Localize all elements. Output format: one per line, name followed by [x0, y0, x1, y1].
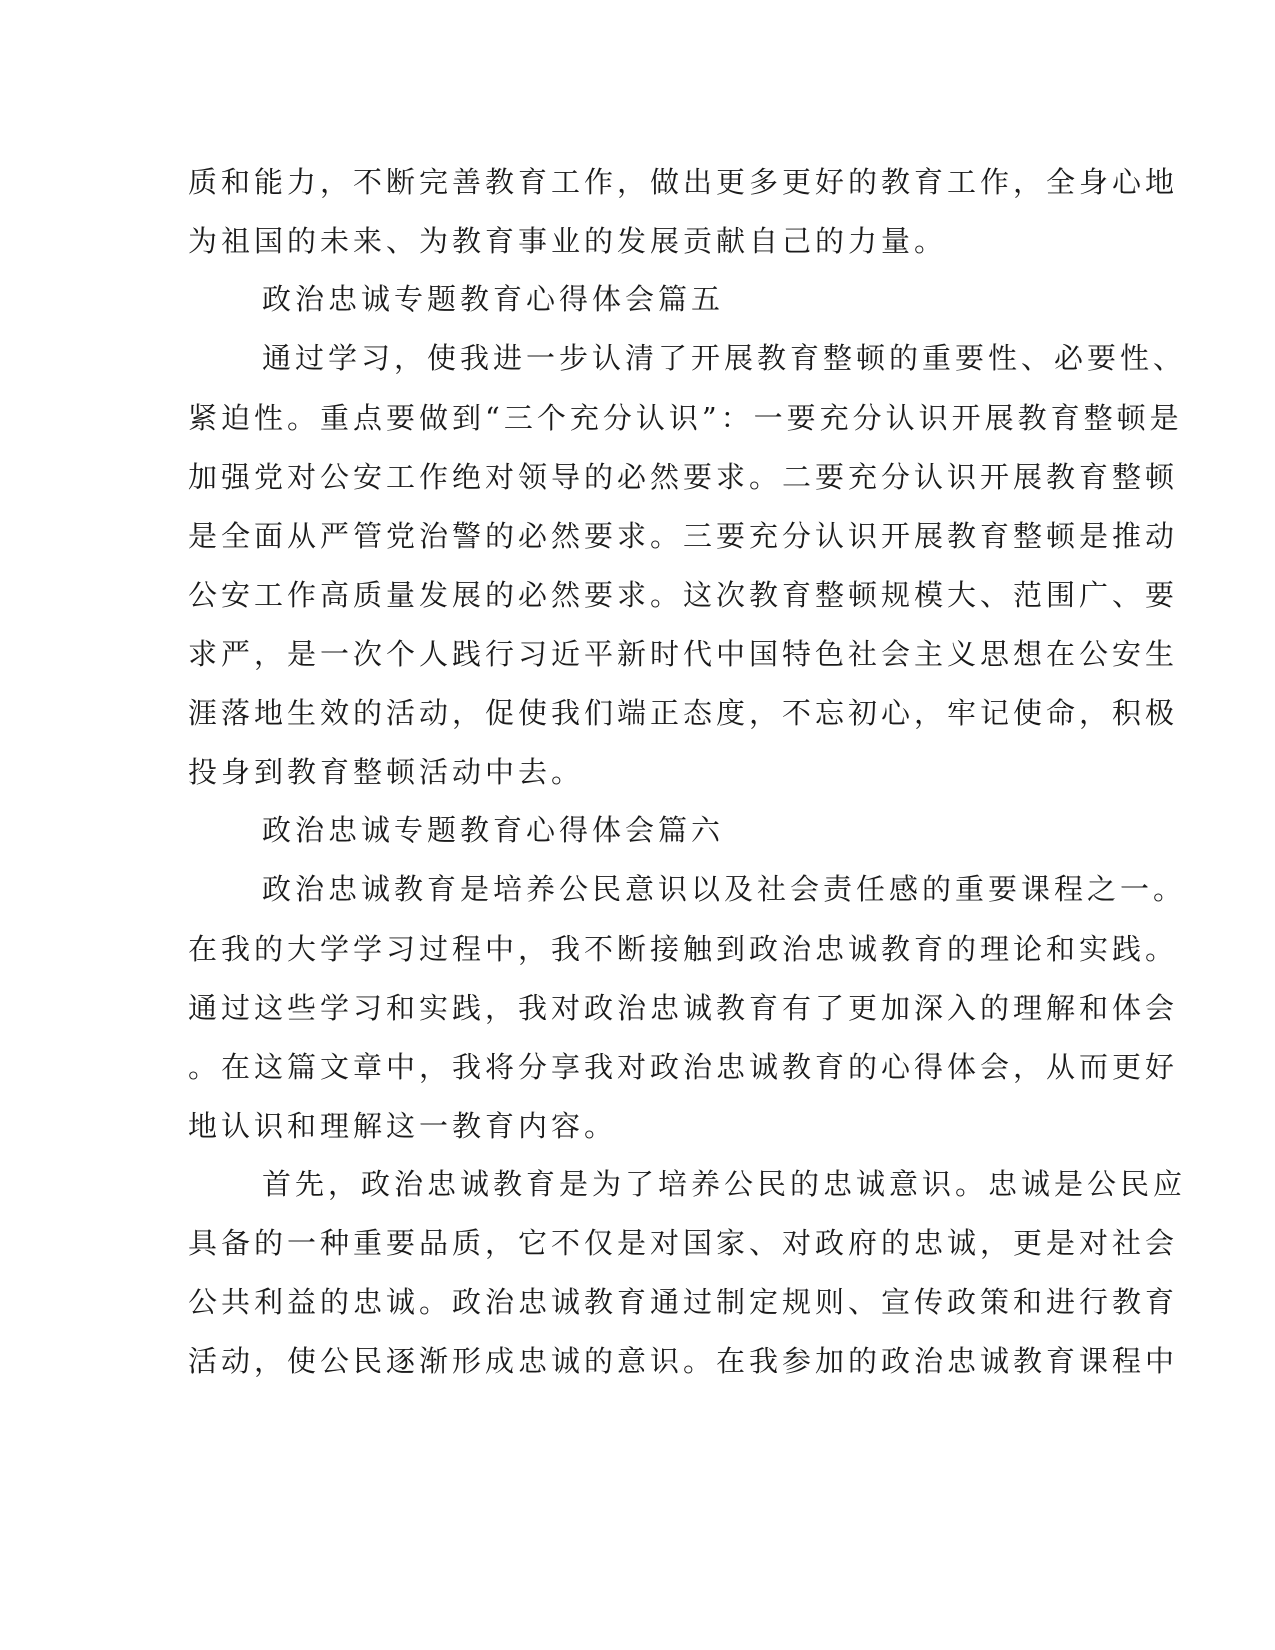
text-line: 在我的大学学习过程中，我不断接触到政治忠诚教育的理论和实践。 [188, 932, 1179, 966]
text-line: 质和能力，不断完善教育工作，做出更多更好的教育工作，全身心地 [188, 165, 1179, 199]
text-line: 具备的一种重要品质，它不仅是对国家、对政府的忠诚，更是对社会 [188, 1226, 1179, 1260]
text-line: 活动，使公民逐渐形成忠诚的意识。在我参加的政治忠诚教育课程中 [188, 1344, 1179, 1378]
text-line: 公安工作高质量发展的必然要求。这次教育整顿规模大、范围广、要 [188, 578, 1179, 612]
text-line: 通过学习，使我进一步认清了开展教育整顿的重要性、必要性、 [262, 341, 1187, 375]
text-line: 紧迫性。重点要做到“三个充分认识”：一要充分认识开展教育整顿是 [188, 401, 1183, 435]
section-heading: 政治忠诚专题教育心得体会篇五 [262, 282, 725, 316]
text-line: 加强党对公安工作绝对领导的必然要求。二要充分认识开展教育整顿 [188, 460, 1179, 494]
text-line: 地认识和理解这一教育内容。 [188, 1109, 618, 1143]
text-line: 政治忠诚教育是培养公民意识以及社会责任感的重要课程之一。 [262, 872, 1187, 906]
text-line: 投身到教育整顿活动中去。 [188, 755, 585, 789]
text-line: 求严，是一次个人践行习近平新时代中国特色社会主义思想在公安生 [188, 637, 1179, 671]
text-line: 首先，政治忠诚教育是为了培养公民的忠诚意识。忠诚是公民应 [262, 1167, 1187, 1201]
section-heading: 政治忠诚专题教育心得体会篇六 [262, 813, 725, 847]
text-line: 公共利益的忠诚。政治忠诚教育通过制定规则、宣传政策和进行教育 [188, 1285, 1179, 1319]
text-line: 为祖国的未来、为教育事业的发展贡献自己的力量。 [188, 224, 948, 258]
text-line: 。在这篇文章中，我将分享我对政治忠诚教育的心得体会，从而更好 [188, 1050, 1179, 1084]
text-line: 是全面从严管党治警的必然要求。三要充分认识开展教育整顿是推动 [188, 519, 1179, 553]
text-line: 通过这些学习和实践，我对政治忠诚教育有了更加深入的理解和体会 [188, 991, 1179, 1025]
text-line: 涯落地生效的活动，促使我们端正态度，不忘初心，牢记使命，积极 [188, 696, 1179, 730]
